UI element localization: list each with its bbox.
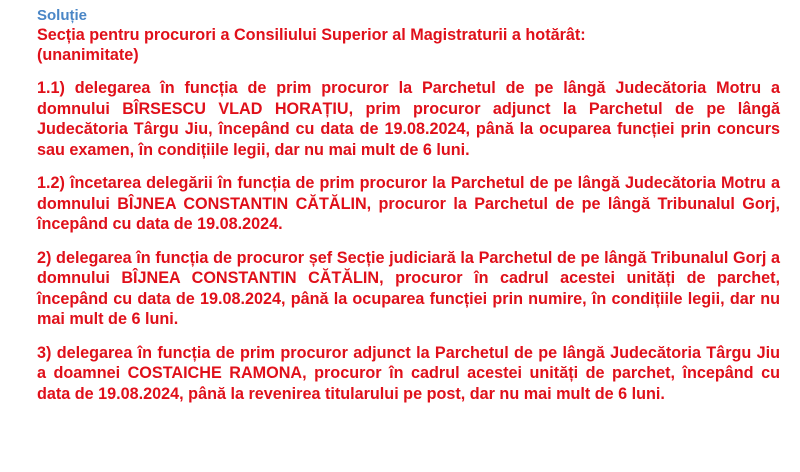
decision-paragraph-3: 3) delegarea în funcția de prim procuror adjunct la Parchetul de pe lângă Judecătoria Târgu Jiu a doamnei COSTAICHE RAMONA, procuror în cadrul acestei unități de parchet, începând cu data de 19.08.2024, până la revenirea titularului pe post, dar nu mai mult de 6 luni. [37, 343, 780, 403]
vote-result: (unanimitate) [37, 46, 139, 64]
decision-intro [37, 25, 780, 65]
decision-paragraph-1-2: 1.2) încetarea delegării în funcția de prim procuror la Parchetul de pe lângă Judecătoria Motru a domnului BÎJNEA CONSTANTIN CĂTĂLIN, procuror la Parchetul de pe lângă Tribunalul Gorj, începând cu data de 19.08.2024. [37, 174, 780, 233]
decision-paragraph-2: 2) delegarea în funcția de procuror șef Secție judiciară la Parchetul de pe lângă Tribunalul Gorj a domnului BÎJNEA CONSTANTIN CĂTĂLIN, procuror în cadrul acestei unități de parchet, începând cu data de 19.08.2024, până la ocuparea funcției prin numire, în condițiile legii, dar nu mai mult de 6 luni. [37, 248, 780, 328]
section-heading: Soluție [37, 7, 88, 24]
decision-paragraph-1-1: 1.1) delegarea în funcția de prim procuror la Parchetul de pe lângă Judecătoria Motru a domnului BÎRSESCU VLAD HORAȚIU, prim procuror adjunct la Parchetul de pe lângă Judecătoria Târgu Jiu, începând cu data de 19.08.2024, până la ocuparea funcției prin concurs sau examen, în condițiile legii, dar nu mai mult de 6 luni. [37, 79, 780, 159]
decision-intro-line: Secția pentru procurori a Consiliului Superior al Magistraturii a hotărât: [37, 26, 586, 44]
